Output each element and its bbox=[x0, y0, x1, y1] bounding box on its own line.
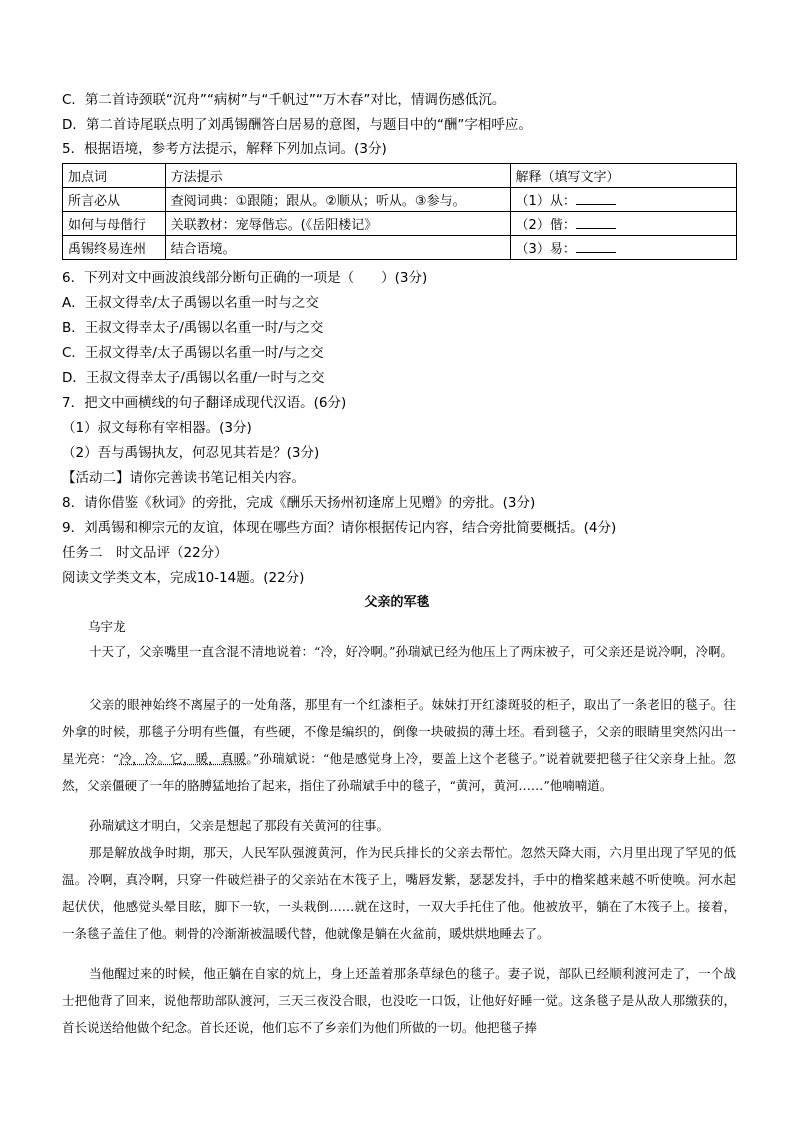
table-cell-answer[interactable] bbox=[510, 236, 736, 260]
option-6d[interactable]: D．王叔文得幸太子/禹锡以名重/一时与之交 bbox=[62, 370, 325, 386]
table-row bbox=[63, 188, 737, 212]
table-header: 解释（填写文字） bbox=[510, 164, 736, 188]
article-paragraph: 那是解放战争时期，那天，人民军队强渡黄河，作为民兵排长的父亲去帮忙。忽然天降大雨，六月里出现了罕见的低温。冷啊，真冷啊，只穿一件破烂褂子的父亲站在木筏子上，嘴唇发紫，瑟瑟发抖，手中的橹桨越来越不听使唤。河水起起伏伏，他感觉头晕目眩，脚下一软，一头栽倒……就在这时，一双大手托住了他。他被放平，躺在了木筏子上。接着，一条毯子盖住了他。刺骨的冷渐渐被温暖代替，他就像是躺在火盆前，暖烘烘地睡去了。 bbox=[62, 845, 736, 941]
article-title: 父亲的军毯 bbox=[364, 595, 430, 610]
question-7-1: （1）叔文每称有宰相器。(3分) bbox=[62, 420, 252, 436]
table-row bbox=[63, 236, 737, 260]
table-cell-word: 所言必从 bbox=[63, 188, 166, 212]
task-2-heading: 任务二 时文品评（22分） bbox=[62, 545, 228, 561]
article-paragraph: 当他醒过来的时候，他正躺在自家的炕上，身上还盖着那条草绿色的毯子。妻子说，部队已经顺利渡河走了，一个战士把他背了回来，说他帮助部队渡河，三天三夜没合眼，也没吃一口饭，让他好好睡一觉。这条毯子是从敌人那缴获的，首长说送给他做个纪念。首长还说，他们忘不了乡亲们为他们所做的一切。他把毯子捧 bbox=[62, 966, 736, 1035]
option-6c[interactable]: C．王叔文得幸/太子禹锡以名重一时/与之交 bbox=[62, 345, 324, 361]
answer-label: （2）偕： bbox=[515, 218, 576, 233]
table-cell-answer[interactable] bbox=[510, 188, 736, 212]
question-5: 5．根据语境，参考方法提示，解释下列加点词。(3分) bbox=[62, 141, 387, 157]
article-paragraph: 十天了，父亲嘴里一直含混不清地说着：“冷，好冷啊。”孙瑞斌已经为他压上了两床被子，可父亲还是说冷啊，冷啊。 bbox=[89, 644, 734, 659]
dotted-quote: 冷，冷。它，暖，真暖 bbox=[119, 751, 247, 766]
table-row bbox=[63, 212, 737, 236]
table-header: 方法提示 bbox=[165, 164, 510, 188]
table-cell-word: 禹锡终易连州 bbox=[63, 236, 166, 260]
question-6: 6．下列对文中画波浪线部分断句正确的一项是（ ）(3分) bbox=[62, 270, 428, 286]
option-d: D．第二首诗尾联点明了刘禹锡酬答白居易的意图，与题目中的“酬”字相呼应。 bbox=[62, 117, 532, 133]
paragraph-text: 父亲的眼神始终不离屋子的一处角落，那里有一个红漆柜子。妹妹打开红漆斑驳的柜子，取出了一条老旧的毯子。往外拿的时候，那毯子分明有些僵，有些硬，不像是编织的，倒像一块破损的薄土坯。看到毯子，父亲的眼睛里突然闪出一星光亮：“ bbox=[62, 697, 736, 766]
table-header: 加点词 bbox=[63, 164, 166, 188]
reading-instruction: 阅读文学类文本，完成10-14题。(22分) bbox=[62, 570, 305, 586]
table-cell-method: 关联教材：宠辱偕忘。(《岳阳楼记》 bbox=[165, 212, 510, 236]
answer-blank[interactable] bbox=[576, 191, 616, 205]
table-header-row bbox=[63, 164, 737, 188]
question-9: 9．刘禹锡和柳宗元的友谊，体现在哪些方面？请你根据传记内容，结合旁批简要概括。(4分) bbox=[62, 520, 617, 536]
option-6b[interactable]: B．王叔文得幸太子/禹锡以名重一时/与之交 bbox=[62, 320, 324, 336]
answer-blank[interactable] bbox=[576, 215, 616, 229]
answer-blank[interactable] bbox=[576, 239, 616, 253]
article-paragraph bbox=[62, 691, 736, 799]
question-7-2: （2）吾与禹锡执友，何忍见其若是？(3分) bbox=[62, 445, 320, 461]
option-6a[interactable]: A．王叔文得幸/太子禹锡以名重一时与之交 bbox=[62, 295, 319, 311]
question-7: 7．把文中画横线的句子翻译成现代汉语。(6分) bbox=[62, 395, 347, 411]
article-paragraph: 孙瑞斌这才明白，父亲是想起了那段有关黄河的往事。 bbox=[89, 818, 390, 833]
option-c: C．第二首诗颈联“沉舟”“病树”与“千帆过”“万木春”对比，情调伤感低沉。 bbox=[62, 92, 506, 108]
article-author: 乌宇龙 bbox=[88, 619, 126, 634]
table-cell-method: 查阅词典：①跟随；跟从。②顺从；听从。③参与。 bbox=[165, 188, 510, 212]
answer-label: （1）从： bbox=[515, 194, 576, 209]
question-8: 8．请你借鉴《秋词》的旁批，完成《酬乐天扬州初逢席上见赠》的旁批。(3分) bbox=[62, 495, 536, 511]
activity-2-heading: 【活动二】请你完善读书笔记相关内容。 bbox=[62, 470, 305, 486]
paragraph-text: 。”孙瑞斌说：“他是感觉身上冷，要盖上这个老毯子。”说着就要把毯子往父亲身上扯。忽然，父亲僵硬了一年的胳膊猛地抬了起来，指住了孙瑞斌手中的毯子，“黄河，黄河……”他喃喃道。 bbox=[62, 751, 736, 793]
table-cell-word: 如何与母偕行 bbox=[63, 212, 166, 236]
answer-label: （3）易： bbox=[515, 242, 576, 257]
vocabulary-table bbox=[62, 163, 737, 260]
table-cell-answer[interactable] bbox=[510, 212, 736, 236]
table-cell-method: 结合语境。 bbox=[165, 236, 510, 260]
